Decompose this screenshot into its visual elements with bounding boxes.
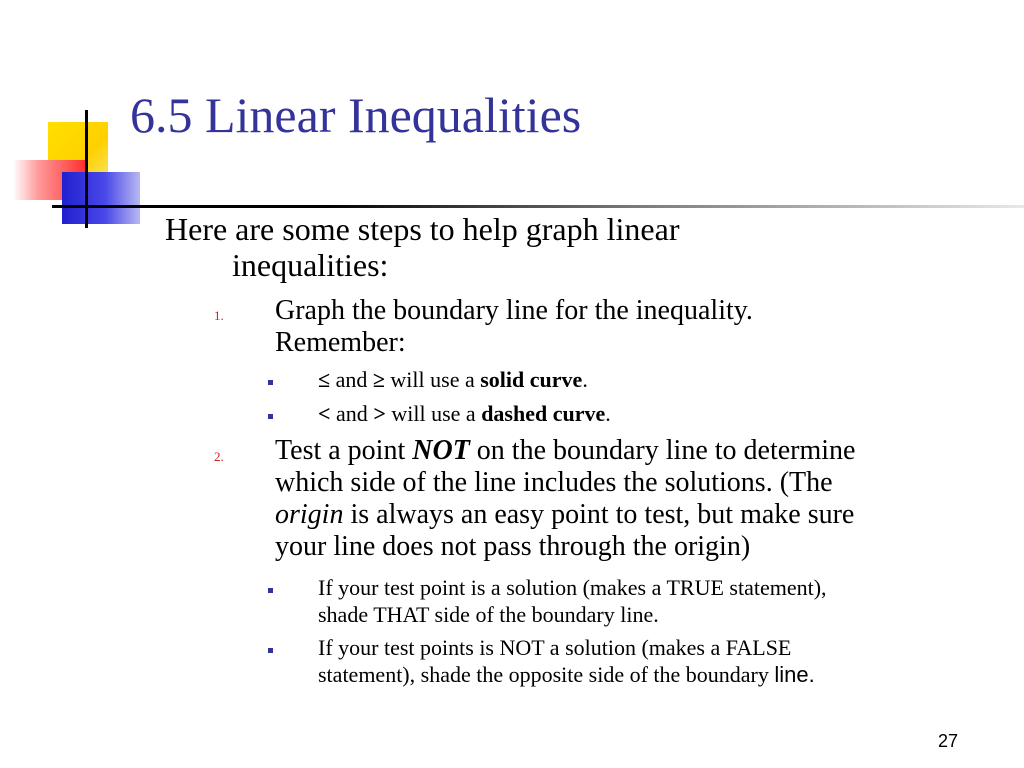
step-2-text [275, 435, 990, 563]
step-2-bullet-2-text: statement), shade the opposite side of the boundary [318, 662, 769, 687]
bullet-icon [268, 380, 273, 385]
logo-vertical-line [85, 110, 88, 228]
step-2-bullet-1-line-1: If your test point is a solution (makes a TRUE statement), [318, 575, 827, 600]
step-2-bullet-2-line-2 [318, 661, 990, 688]
step-1-bullet-2 [318, 400, 990, 427]
intro-text [165, 211, 965, 283]
emphasis-not: NOT [412, 435, 470, 466]
bullet-icon [268, 648, 273, 653]
step-2-bullet-1-line-2: shade THAT side of the boundary line. [318, 602, 659, 627]
bullet-text: will use a [390, 367, 475, 392]
bullet-icon [268, 414, 273, 419]
logo-blue-square [62, 172, 140, 224]
step-2-bullet-1 [318, 574, 990, 628]
bullet-icon [268, 588, 273, 593]
step-2-marker: 2. [214, 449, 224, 464]
emphasis-origin: origin [275, 499, 344, 530]
step-2-line-3-text: is always an easy point to test, but make sure [350, 499, 855, 530]
step-2-bullet-2 [318, 634, 990, 688]
step-1-line-1: Graph the boundary line for the inequality. [275, 295, 753, 326]
symbol-lt: < [318, 401, 331, 426]
bullet-text: and [336, 401, 368, 426]
symbol-le: ≤ [318, 367, 331, 392]
bullet-text: and [335, 367, 368, 392]
step-2-text-pre: Test a point [275, 435, 406, 466]
step-2-line-4: your line does not pass through the origin) [275, 531, 751, 562]
step-2-line-2: which side of the line includes the solutions. (The [275, 467, 833, 498]
step-2-line-1 [275, 435, 990, 467]
intro-line-1: Here are some steps to help graph linear [165, 211, 680, 247]
step-2-bullet-2-line-1: If your test points is NOT a solution (makes a FALSE [318, 635, 792, 660]
step-1-text [275, 295, 990, 359]
step-2-text-post: on the boundary line to determine [476, 435, 856, 466]
symbol-gt: > [373, 401, 386, 426]
page-number: 27 [938, 731, 959, 751]
intro-line-2: inequalities: [232, 247, 389, 283]
step-1-marker: 1. [214, 308, 224, 323]
slide-title: 6.5 Linear Inequalities [130, 87, 582, 143]
step-1-line-2: Remember: [275, 327, 406, 358]
bullet-text: . [605, 401, 611, 426]
bullet-text: . [582, 367, 588, 392]
bullet-text: will use a [391, 401, 476, 426]
symbol-ge: ≥ [372, 367, 385, 392]
solid-curve-text: solid curve [480, 367, 583, 392]
dashed-curve-text: dashed curve [481, 401, 606, 426]
title-underline [52, 205, 1024, 208]
step-2-bullet-2-tail: line. [774, 662, 815, 687]
step-2-line-3 [275, 499, 990, 531]
step-1-bullet-1 [318, 366, 990, 393]
